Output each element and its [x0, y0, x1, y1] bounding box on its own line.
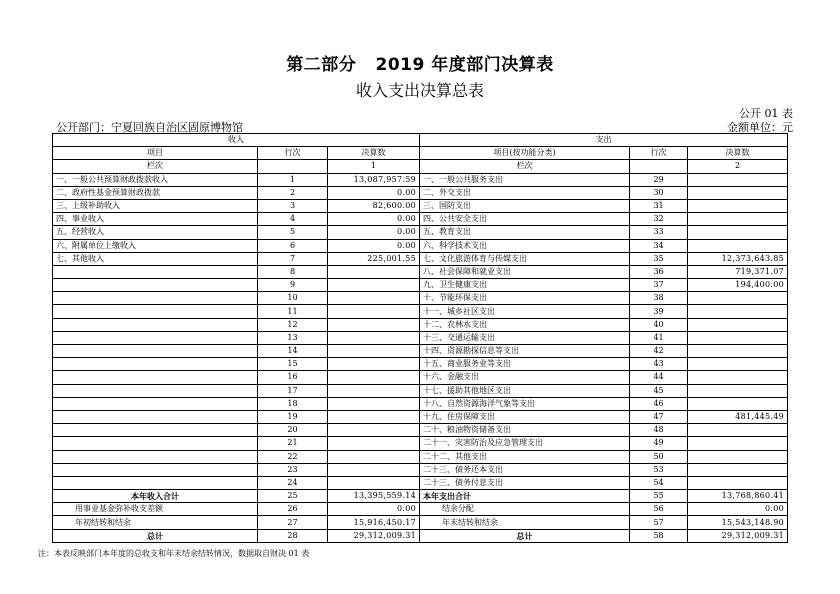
expense-item-header: 项目(按功能分类) [420, 147, 630, 160]
income-row-number: 9 [258, 279, 328, 292]
income-item: 五、经营收入 [53, 226, 258, 239]
income-amount [328, 463, 420, 476]
income-amount [328, 292, 420, 305]
expense-amount [688, 358, 788, 371]
table-row [53, 186, 788, 199]
department-label: 公开部门：宁夏回族自治区固原博物馆 [56, 121, 243, 134]
form-number: 公开 01 表 [739, 107, 793, 120]
expense-row-number: 36 [630, 265, 688, 278]
income-amount [328, 305, 420, 318]
income-row-number: 2 [258, 186, 328, 199]
income-amount [328, 279, 420, 292]
expense-item: 十一、城乡社区支出 [420, 305, 630, 318]
income-row-number: 6 [258, 239, 328, 252]
income-row-number: 25 [258, 490, 328, 503]
expense-amount: 719,371.07 [688, 265, 788, 278]
table-row [53, 279, 788, 292]
income-amount: 0.00 [328, 226, 420, 239]
income-amount: 0.00 [328, 239, 420, 252]
table-row [53, 397, 788, 410]
expense-row-number: 56 [630, 503, 688, 516]
income-row-number: 27 [258, 516, 328, 529]
income-amount [328, 384, 420, 397]
expense-row-number: 29 [630, 173, 688, 186]
income-summary-item: 本年收入合计 [53, 490, 258, 503]
expense-row-number: 30 [630, 186, 688, 199]
expense-row-number: 48 [630, 424, 688, 437]
income-row-number: 1 [258, 173, 328, 186]
expense-item: 五、教育支出 [420, 226, 630, 239]
expense-item: 十、节能环保支出 [420, 292, 630, 305]
expense-summary-item: 结余分配 [420, 503, 630, 516]
expense-item: 十四、资源勘探信息等支出 [420, 345, 630, 358]
expense-amount [688, 345, 788, 358]
expense-item: 十九、住房保障支出 [420, 410, 630, 423]
income-row-number: 11 [258, 305, 328, 318]
expense-summary-item: 总计 [420, 529, 630, 542]
income-amount [328, 450, 420, 463]
expense-amount [688, 186, 788, 199]
expense-item: 二十三、债务付息支出 [420, 476, 630, 489]
expense-row-number: 37 [630, 279, 688, 292]
income-amount [328, 371, 420, 384]
income-item [53, 358, 258, 371]
col-label: 栏次 [53, 160, 258, 173]
table-row [53, 331, 788, 344]
income-amount: 225,001.55 [328, 252, 420, 265]
expense-amount [688, 424, 788, 437]
expense-row-number: 58 [630, 529, 688, 542]
expense-row-number: 35 [630, 252, 688, 265]
income-item [53, 331, 258, 344]
table-row [53, 463, 788, 476]
summary-row [53, 490, 788, 503]
expense-row-number: 32 [630, 213, 688, 226]
expense-amount [688, 199, 788, 212]
expense-summary-amount: 29,312,009.31 [688, 529, 788, 542]
expense-item: 四、公共安全支出 [420, 213, 630, 226]
income-item [53, 476, 258, 489]
table-row [53, 410, 788, 423]
income-amount [328, 318, 420, 331]
income-row-number: 19 [258, 410, 328, 423]
expense-item: 三、国防支出 [420, 199, 630, 212]
expense-row-number: 33 [630, 226, 688, 239]
expense-row-number: 53 [630, 463, 688, 476]
table-row [53, 305, 788, 318]
expense-amount [688, 173, 788, 186]
summary-row [53, 529, 788, 542]
income-item [53, 345, 258, 358]
income-item: 七、其他收入 [53, 252, 258, 265]
income-item: 六、附属单位上缴收入 [53, 239, 258, 252]
expense-item: 一、一般公共服务支出 [420, 173, 630, 186]
expense-row-number: 38 [630, 292, 688, 305]
income-rowno-header: 行次 [258, 147, 328, 160]
footnote: 注：本表反映部门本年度的总收支和年末结余结转情况，数据取自财决 01 表 [38, 549, 310, 558]
header-row-columns [53, 147, 788, 160]
expense-amount [688, 239, 788, 252]
income-item [53, 410, 258, 423]
expense-amount [688, 318, 788, 331]
income-summary-item: 年初结转和结余 [53, 516, 258, 529]
income-row-number: 14 [258, 345, 328, 358]
expense-row-number: 45 [630, 384, 688, 397]
income-amount [328, 410, 420, 423]
income-item: 二、政府性基金预算财政拨款 [53, 186, 258, 199]
col-label: 栏次 [420, 160, 630, 173]
expense-amount [688, 331, 788, 344]
table-row [53, 265, 788, 278]
table-subtitle: 收入支出决算总表 [355, 81, 484, 100]
expense-row-number: 31 [630, 199, 688, 212]
expense-amount [688, 397, 788, 410]
expense-amount [688, 305, 788, 318]
income-row-number: 16 [258, 371, 328, 384]
income-amount [328, 265, 420, 278]
table-row [53, 358, 788, 371]
expense-row-number: 44 [630, 371, 688, 384]
income-item [53, 463, 258, 476]
table-row [53, 239, 788, 252]
expense-amount: 194,400.00 [688, 279, 788, 292]
income-amount [328, 397, 420, 410]
income-item [53, 450, 258, 463]
expense-row-number: 46 [630, 397, 688, 410]
income-row-number: 20 [258, 424, 328, 437]
expense-amount [688, 463, 788, 476]
expense-row-number: 49 [630, 437, 688, 450]
table-row [53, 371, 788, 384]
expense-item: 二十二、其他支出 [420, 450, 630, 463]
income-item [53, 371, 258, 384]
income-row-number: 17 [258, 384, 328, 397]
income-amount [328, 437, 420, 450]
header-row-col-numbers [53, 160, 788, 173]
expense-item: 二十、粮油物资储备支出 [420, 424, 630, 437]
income-item-header: 项目 [53, 147, 258, 160]
income-amount [328, 424, 420, 437]
expense-row-number: 42 [630, 345, 688, 358]
summary-row [53, 503, 788, 516]
income-amount: 82,600.00 [328, 199, 420, 212]
expense-item: 八、社会保障和就业支出 [420, 265, 630, 278]
expense-item: 七、文化旅游体育与传媒支出 [420, 252, 630, 265]
income-amount: 13,087,957.59 [328, 173, 420, 186]
income-item [53, 279, 258, 292]
income-row-number: 15 [258, 358, 328, 371]
expense-row-number: 41 [630, 331, 688, 344]
income-item [53, 318, 258, 331]
income-item: 三、上级补助收入 [53, 199, 258, 212]
income-summary-item: 用事业基金弥补收支差额 [53, 503, 258, 516]
expense-row-number: 50 [630, 450, 688, 463]
expense-item: 十三、交通运输支出 [420, 331, 630, 344]
income-amount [328, 476, 420, 489]
income-amount [328, 331, 420, 344]
expense-item: 十八、自然资源海洋气象等支出 [420, 397, 630, 410]
income-header: 收入 [53, 134, 420, 147]
expense-row-number: 43 [630, 358, 688, 371]
expense-amount: 481,445.49 [688, 410, 788, 423]
income-row-number: 18 [258, 397, 328, 410]
expense-row-number: 34 [630, 239, 688, 252]
income-summary-amount: 13,395,559.14 [328, 490, 420, 503]
expense-amount [688, 226, 788, 239]
expense-item: 九、卫生健康支出 [420, 279, 630, 292]
expense-row-number: 39 [630, 305, 688, 318]
expense-summary-amount: 15,543,148.90 [688, 516, 788, 529]
income-amount [328, 358, 420, 371]
expense-row-number: 40 [630, 318, 688, 331]
income-item [53, 437, 258, 450]
income-item [53, 292, 258, 305]
expense-row-number: 55 [630, 490, 688, 503]
income-summary-amount: 29,312,009.31 [328, 529, 420, 542]
table-row [53, 450, 788, 463]
income-item [53, 397, 258, 410]
expense-row-number: 57 [630, 516, 688, 529]
income-row-number: 24 [258, 476, 328, 489]
expense-item: 十二、农林水支出 [420, 318, 630, 331]
unit-label: 金额单位：元 [727, 121, 793, 134]
income-amount [328, 345, 420, 358]
income-row-number: 8 [258, 265, 328, 278]
expense-summary-amount: 0.00 [688, 503, 788, 516]
income-row-number: 21 [258, 437, 328, 450]
expense-item: 六、科学技术支出 [420, 239, 630, 252]
table-row [53, 424, 788, 437]
income-row-number: 4 [258, 213, 328, 226]
income-item [53, 424, 258, 437]
expense-amount [688, 213, 788, 226]
income-amount: 0.00 [328, 213, 420, 226]
income-amount-header: 决算数 [328, 147, 420, 160]
expense-amount [688, 292, 788, 305]
expense-item: 十五、商业服务业等支出 [420, 358, 630, 371]
header-row-sections [53, 134, 788, 147]
col-number-2: 2 [688, 160, 788, 173]
income-row-number: 13 [258, 331, 328, 344]
expense-summary-amount: 13,768,860.41 [688, 490, 788, 503]
expense-amount [688, 437, 788, 450]
table-row [53, 226, 788, 239]
empty-cell [258, 160, 328, 173]
expense-item: 二十一、灾害防治及应急管理支出 [420, 437, 630, 450]
income-row-number: 5 [258, 226, 328, 239]
col-number-1: 1 [328, 160, 420, 173]
income-item [53, 305, 258, 318]
expense-summary-item: 年末结转和结余 [420, 516, 630, 529]
income-row-number: 23 [258, 463, 328, 476]
empty-cell [630, 160, 688, 173]
expense-rowno-header: 行次 [630, 147, 688, 160]
income-row-number: 3 [258, 199, 328, 212]
expense-amount [688, 371, 788, 384]
expense-amount [688, 450, 788, 463]
income-item: 四、事业收入 [53, 213, 258, 226]
expense-item: 十六、金融支出 [420, 371, 630, 384]
income-item [53, 265, 258, 278]
expense-item: 二十三、债务还本支出 [420, 463, 630, 476]
table-row [53, 252, 788, 265]
income-amount: 0.00 [328, 186, 420, 199]
income-summary-item: 总计 [53, 529, 258, 542]
expense-row-number: 47 [630, 410, 688, 423]
expense-row-number: 54 [630, 476, 688, 489]
table-row [53, 199, 788, 212]
income-expense-table [52, 133, 788, 543]
summary-row [53, 516, 788, 529]
expense-amount: 12,373,643.85 [688, 252, 788, 265]
income-item: 一、一般公共预算财政拨款收入 [53, 173, 258, 186]
income-row-number: 7 [258, 252, 328, 265]
page-title: 第二部分 2019 年度部门决算表 [286, 55, 554, 75]
expense-amount [688, 476, 788, 489]
expense-amount-header: 决算数 [688, 147, 788, 160]
expense-item: 十七、援助其他地区支出 [420, 384, 630, 397]
table-row [53, 292, 788, 305]
table-row [53, 318, 788, 331]
expense-item: 二、外交支出 [420, 186, 630, 199]
expense-header: 支出 [420, 134, 788, 147]
expense-amount [688, 384, 788, 397]
income-row-number: 22 [258, 450, 328, 463]
table-row [53, 476, 788, 489]
income-row-number: 28 [258, 529, 328, 542]
income-row-number: 12 [258, 318, 328, 331]
table-row [53, 173, 788, 186]
income-summary-amount: 15,916,450.17 [328, 516, 420, 529]
table-row [53, 384, 788, 397]
table-row [53, 345, 788, 358]
income-item [53, 384, 258, 397]
income-row-number: 26 [258, 503, 328, 516]
table-row [53, 437, 788, 450]
table-row [53, 213, 788, 226]
income-row-number: 10 [258, 292, 328, 305]
expense-summary-item: 本年支出合计 [420, 490, 630, 503]
income-summary-amount: 0.00 [328, 503, 420, 516]
